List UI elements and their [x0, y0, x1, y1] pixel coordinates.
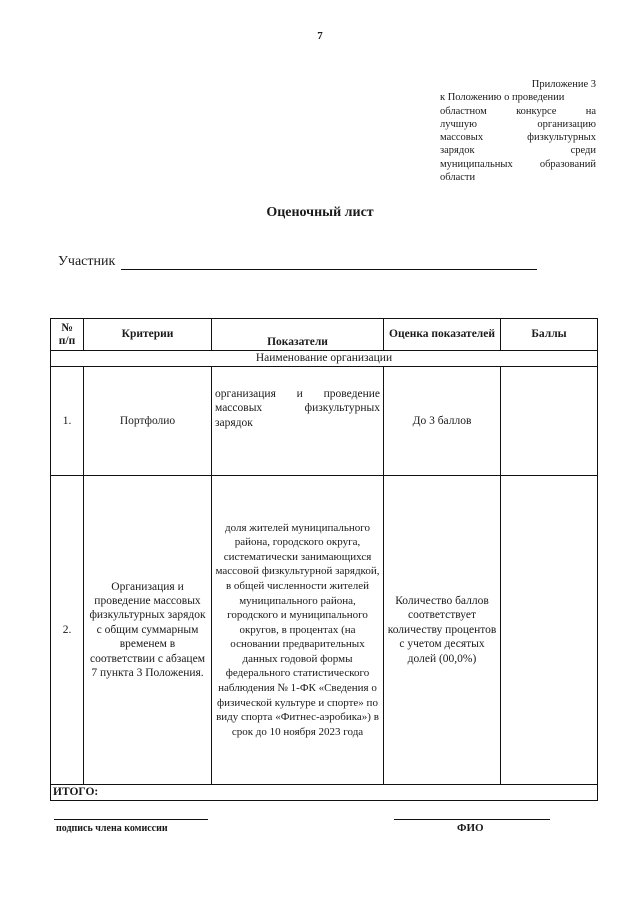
table-row	[51, 367, 598, 476]
evaluation-table	[50, 318, 598, 801]
signature-line	[54, 819, 208, 820]
appendix-line: к Положению о проведении	[440, 92, 565, 104]
appendix-line: Приложение 3	[531, 79, 596, 90]
row-evaluation: Количество баллов соответствует количеству процентов с учетом десятых долей (00,0%)	[384, 476, 501, 785]
commission-signature-label: подпись члена комиссии	[56, 823, 168, 834]
row-points	[501, 476, 598, 785]
row-indicator: организация и проведение массовых физкультурных зарядок	[212, 367, 384, 476]
appendix-line: области	[440, 172, 476, 184]
appendix-line: областном конкурсе на	[440, 105, 596, 117]
appendix-line: зарядок среди	[440, 145, 596, 157]
header-criteria: Критерии	[84, 319, 212, 351]
page-number: 7	[317, 30, 323, 42]
row-criterion: Портфолио	[84, 367, 212, 476]
row-points	[501, 367, 598, 476]
row-criterion: Организация и проведение массовых физкультурных зарядок с общим суммарным временем в соответствии с абзацем 7 пункта 3 Положения.	[84, 476, 212, 785]
row-indicator: доля жителей муниципального района, городского округа, систематически занимающихся массовой физкультурной зарядкой, в общей численности жителей муниципального района, городского и муниципального округов, в процентах (на основании предварительных данных годовой формы федерального статистического наблюдения № 1-ФК «Сведения о физической культуре и спорте» по виду спорта «Фитнес-аэробика») в срок до 10 ноября 2023 года	[212, 476, 384, 785]
row-number: 1.	[51, 367, 84, 476]
organization-row	[51, 351, 598, 367]
header-evaluation: Оценка показателей	[384, 319, 501, 351]
participant-label: Участник	[58, 254, 116, 269]
row-number: 2.	[51, 476, 84, 785]
table-header-row	[51, 319, 598, 351]
full-name-label: ФИО	[457, 822, 484, 834]
name-line	[394, 819, 550, 820]
participant-fill-line	[121, 269, 537, 270]
table-row	[51, 476, 598, 785]
appendix-reference	[440, 78, 596, 184]
total-label: ИТОГО:	[51, 785, 598, 801]
appendix-line: муниципальных образований	[440, 158, 596, 170]
total-row	[51, 785, 598, 801]
appendix-line: лучшую организацию	[440, 118, 596, 130]
header-indicators: Показатели	[212, 319, 384, 351]
header-number: № п/п	[51, 319, 84, 351]
document-title: Оценочный лист	[266, 205, 374, 220]
organization-name-label: Наименование организации	[51, 351, 598, 367]
appendix-line: массовых физкультурных	[440, 132, 596, 144]
header-points: Баллы	[501, 319, 598, 351]
row-evaluation: До 3 баллов	[384, 367, 501, 476]
